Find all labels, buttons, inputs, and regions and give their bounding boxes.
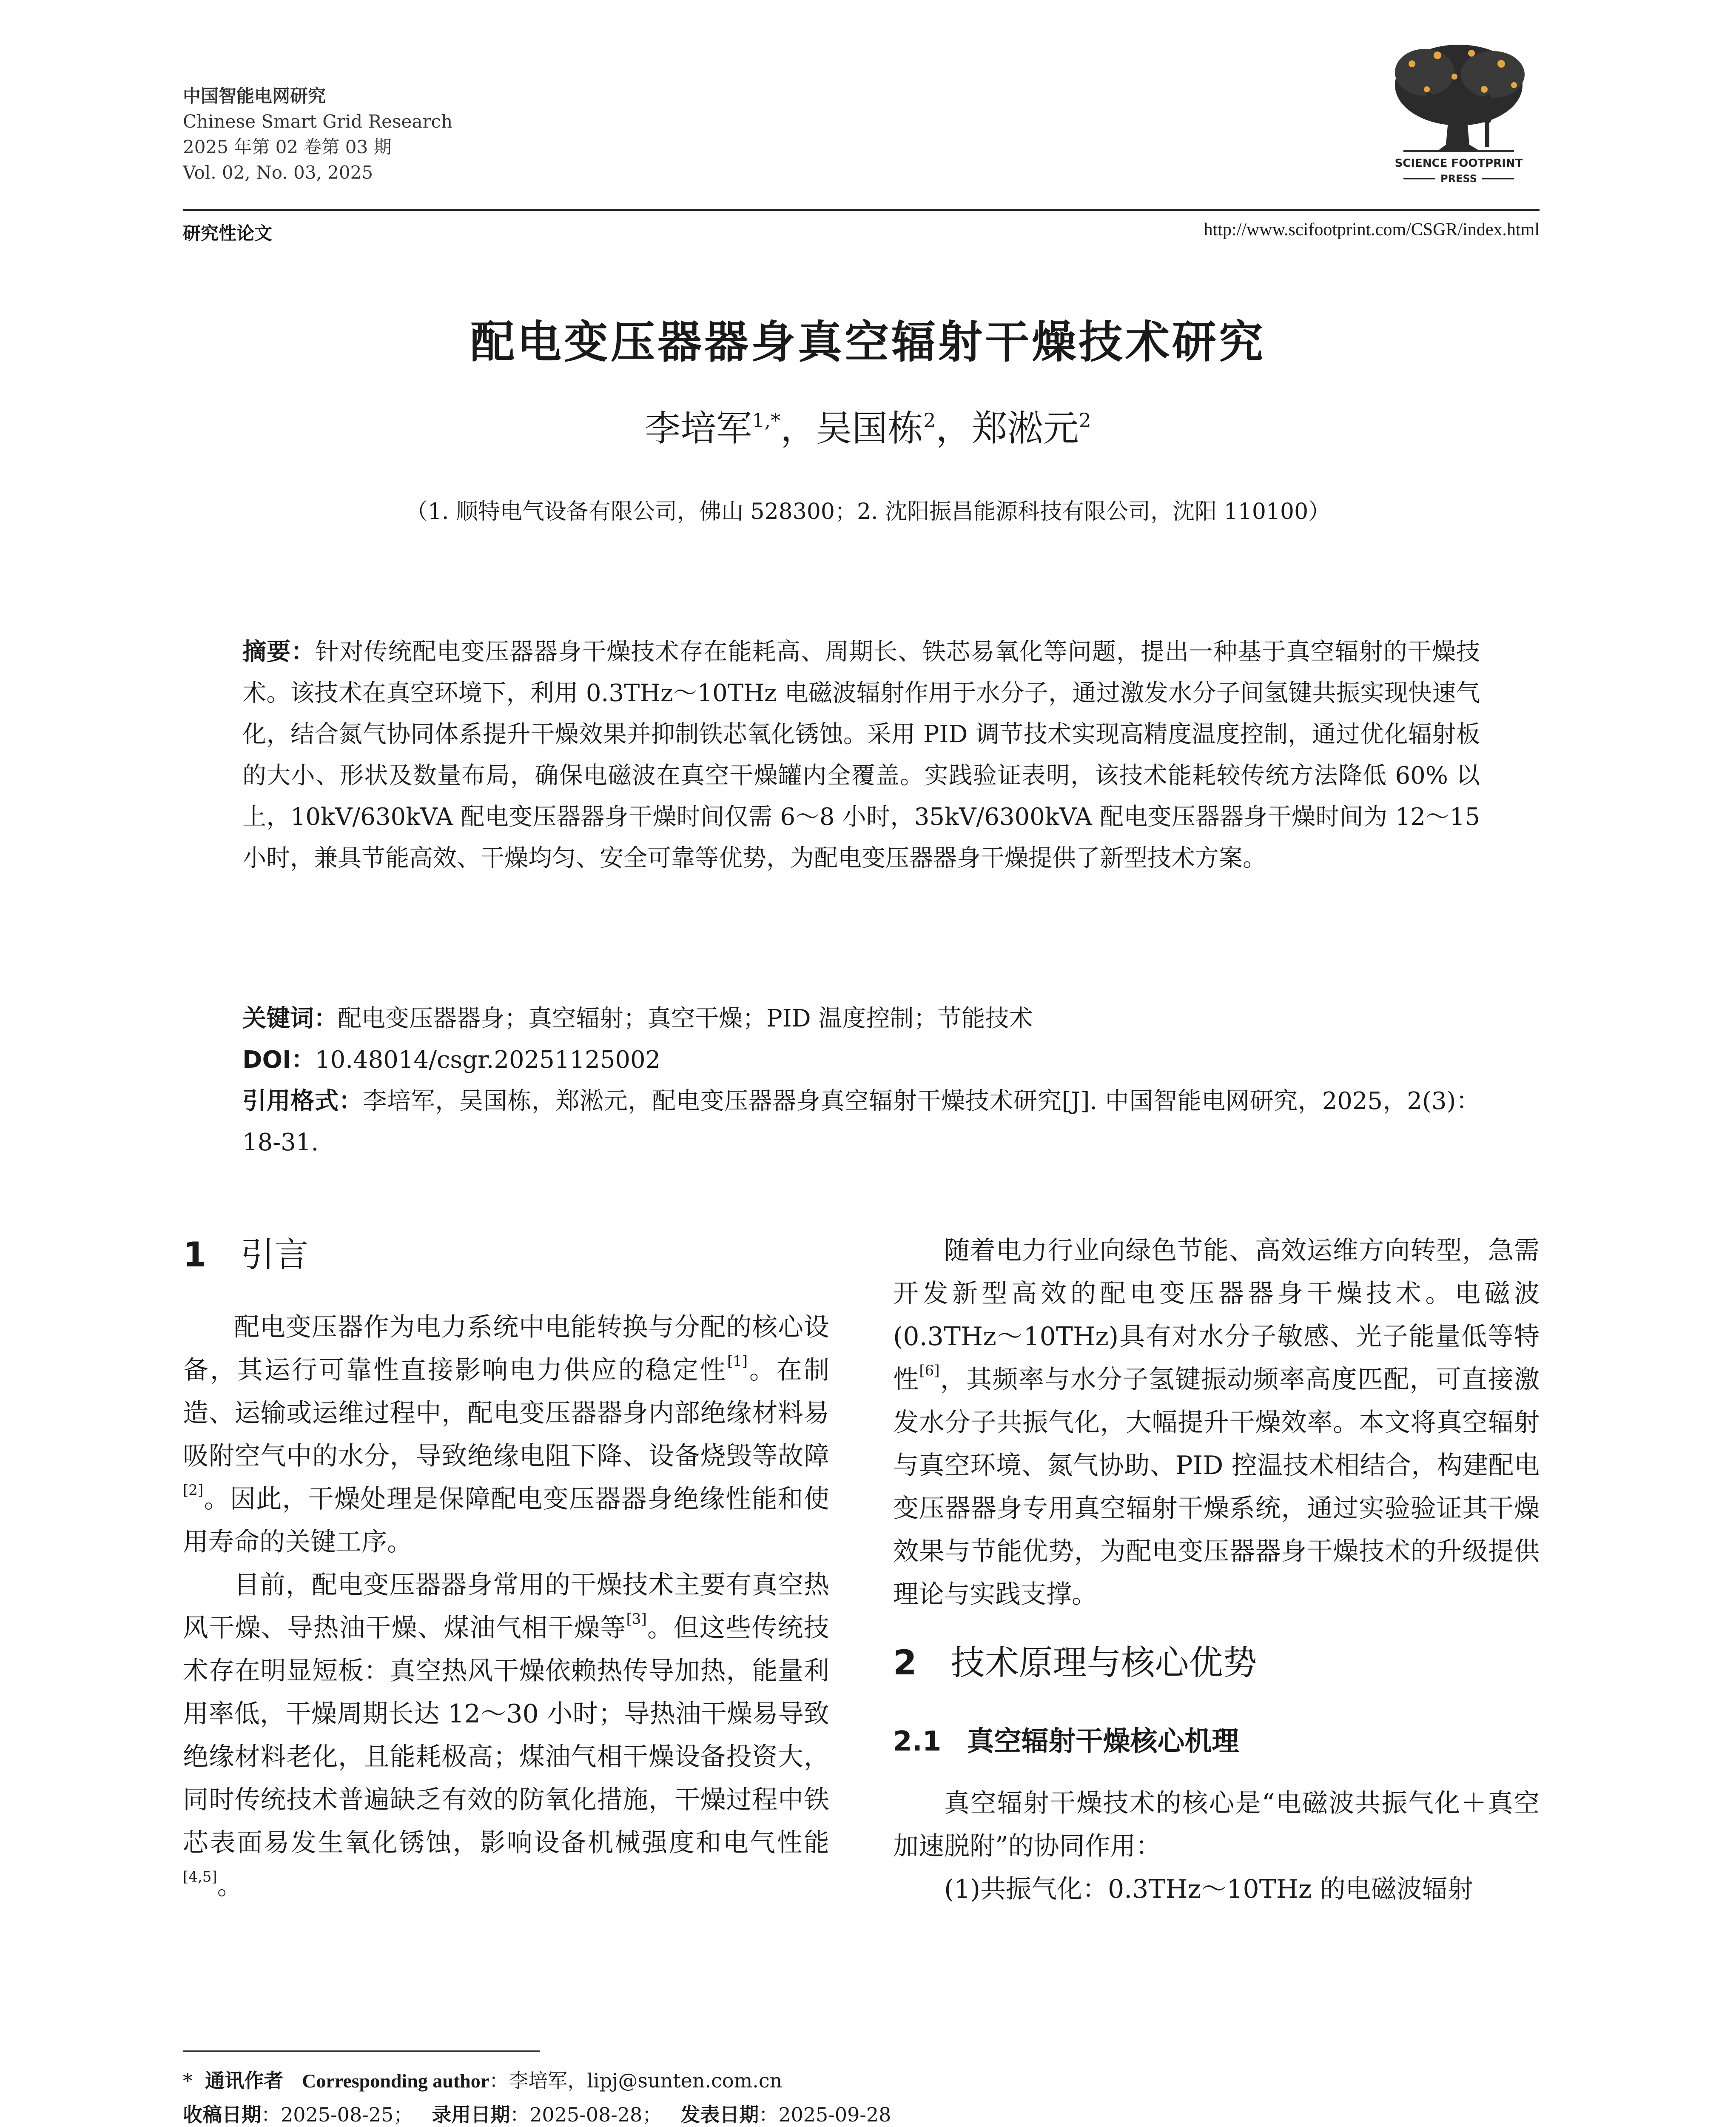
paragraph: (1)共振气化：0.3THz～10THz 的电磁波辐射 (944, 1874, 1473, 1904)
citation-ref[interactable]: [6] (919, 1362, 940, 1379)
issue-en: Vol. 02, No. 03, 2025 (183, 162, 373, 183)
published-date: ：2025-09-28 (759, 2103, 891, 2126)
citation (242, 1081, 1480, 1163)
paragraph: 真空辐射干燥技术的核心是“电磁波共振气化＋真空加速脱附”的协同作用： (893, 1788, 1540, 1861)
paragraph: 目前，配电变压器器身常用的干燥技术主要有真空热风干燥、导热油干燥、煤油气相干燥等[3]。但这些传统技术存在明显短板：真空热风干燥依赖热传导加热，能量利用率低，干燥周期长达 12～30 小时；导热油干燥易导致绝缘材料老化，且能耗极高；煤油气相干燥设备投资大，同时传统技术普遍缺乏有效的防氧化措施，干燥过程中铁芯表面易发生氧化锈蚀，影响设备机械强度和电气性能[4,5]。 (183, 1570, 830, 1901)
citation-ref[interactable]: [1] (727, 1353, 748, 1370)
corr-text: ：李培军，lipj@sunten.com.cn (489, 2069, 783, 2092)
journal-header (183, 83, 452, 185)
publisher-logo (1386, 34, 1531, 187)
body-column-right (893, 1229, 1540, 1911)
section-title: 技术原理与核心优势 (951, 1643, 1257, 1682)
citation-label: 引用格式： (242, 1087, 363, 1115)
body-column-left (183, 1229, 829, 1907)
journal-name-en: Chinese Smart Grid Research (183, 111, 453, 132)
corr-label-en: Corresponding author (302, 2070, 489, 2092)
author-name: 郑淞元 (971, 408, 1079, 449)
author-mark: 2 (923, 409, 936, 432)
subsection-title: 真空辐射干燥核心机理 (967, 1726, 1239, 1757)
journal-name-zh: 中国智能电网研究 (183, 86, 326, 106)
subsection-heading-2-1 (893, 1718, 1540, 1765)
section-number: 1 (183, 1235, 207, 1274)
accepted-label: 录用日期 (432, 2103, 510, 2126)
doi-label: DOI： (242, 1046, 315, 1074)
accepted-date: ：2025-08-28； (510, 2103, 662, 2126)
corr-label-zh: 通讯作者 (205, 2069, 284, 2092)
logo-text: SCIENCE FOOTPRINT (1394, 157, 1523, 170)
section-number: 2 (893, 1643, 917, 1682)
abstract (242, 631, 1480, 879)
subsection-number: 2.1 (893, 1726, 942, 1757)
affiliations: （1. 顺特电气设备有限公司，佛山 528300；2. 沈阳振昌能源科技有限公司，沈阳 110100） (405, 499, 1331, 525)
author-mark: 2 (1079, 409, 1091, 432)
doi (242, 1039, 1480, 1081)
tree-icon (1395, 45, 1525, 152)
corresponding-author: * 通讯作者 Corresponding author：李培军，lipj@sunten.com.cn (183, 2069, 783, 2092)
author-list: 李培军$^{1,*}$，吴国栋$^2$，郑淞元$^2$ (645, 408, 1091, 449)
abstract-text: 针对传统配电变压器器身干燥技术存在能耗高、周期长、铁芯易氧化等问题，提出一种基于真空辐射的干燥技术。该技术在真空环境下，利用 0.3THz～10THz 电磁波辐射作用于水分子，通过激发水分子间氢键共振实现快速气化，结合氮气协同体系提升干燥效果并抑制铁芯氧化锈蚀。采用 PID 调节技术实现高精度温度控制，通过优化辐射板的大小、形状及数量布局，确保电磁波在真空干燥罐内全覆盖。实践验证表明，该技术能耗较传统方法降低 60% 以上，10kV/630kVA 配电变压器器身干燥时间仅需 6～8 小时，35kV/6300kVA 配电变压器器身干燥时间为 12～15 小时，兼具节能高效、干燥均匀、安全可靠等优势，为配电变压器器身干燥提供了新型技术方案。 (242, 638, 1480, 872)
author-name: 吴国栋 (816, 408, 924, 449)
section-heading-2 (893, 1637, 1540, 1688)
received-label: 收稿日期 (183, 2103, 261, 2126)
keywords-label: 关键词： (242, 1005, 338, 1032)
paper-title: 配电变压器器身真空辐射干燥技术研究 (470, 316, 1266, 368)
journal-url[interactable]: http://www.scifootprint.com/CSGR/index.html (1204, 220, 1540, 240)
abstract-label: 摘要： (242, 638, 316, 666)
section-title: 引言 (240, 1235, 309, 1274)
published-label: 发表日期 (680, 2103, 759, 2126)
logo-sub: PRESS (1440, 173, 1477, 185)
footnote-rule (183, 2050, 540, 2052)
paragraph: 配电变压器作为电力系统中电能转换与分配的核心设备，其运行可靠性直接影响电力供应的稳定性[1]。在制造、运输或运维过程中，配电变压器器身内部绝缘材料易吸附空气中的水分，导致绝缘电阻下降、设备烧毁等故障[2]。因此，干燥处理是保障配电变压器器身绝缘性能和使用寿命的关键工序。 (183, 1312, 830, 1557)
citation-text: 李培军，吴国栋，郑淞元，配电变压器器身真空辐射干燥技术研究[J]. 中国智能电网研究，2025，2(3)：18-31. (242, 1087, 1480, 1156)
citation-ref[interactable]: [2] (183, 1482, 204, 1499)
keywords-text: 配电变压器器身；真空辐射；真空干燥；PID 温度控制；节能技术 (338, 1005, 1033, 1032)
author-mark: 1,* (752, 409, 781, 432)
dates (183, 2100, 891, 2127)
received-date: ：2025-08-25； (261, 2103, 413, 2126)
issue-zh: 2025 年第 02 卷第 03 期 (183, 137, 392, 157)
author-name: 李培军 (645, 408, 752, 449)
doi-value[interactable]: 10.48014/csgr.20251125002 (315, 1046, 661, 1074)
citation-ref[interactable]: [3] (626, 1611, 647, 1628)
section-heading-1 (183, 1229, 829, 1280)
section-tag: 研究性论文 (183, 223, 273, 244)
keywords (242, 998, 1480, 1039)
paragraph: 随着电力行业向绿色节能、高效运维方向转型，急需开发新型高效的配电变压器器身干燥技术。电磁波(0.3THz～10THz)具有对水分子敏感、光子能量低等特性[6]，其频率与水分子氢键振动频率高度匹配，可直接激发水分子共振气化，大幅提升干燥效率。本文将真空辐射与真空环境、氮气协助、PID 控温技术相结合，构建配电变压器器身专用真空辐射干燥系统，通过实验验证其干燥效果与节能优势，为配电变压器器身干燥技术的升级提供理论与实践支撑。 (893, 1236, 1540, 1609)
header-rule (183, 209, 1540, 211)
citation-ref[interactable]: [4,5] (183, 1868, 217, 1885)
